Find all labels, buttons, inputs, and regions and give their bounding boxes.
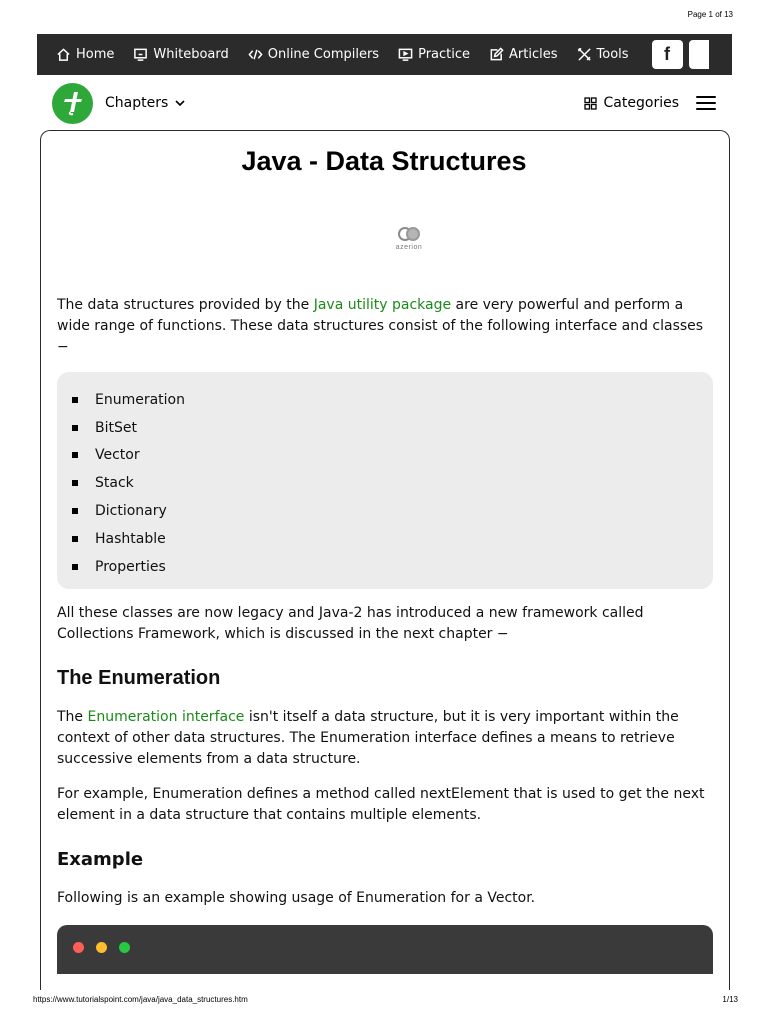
nav-tools-label: Tools [596, 47, 629, 62]
footer-url: https://www.tutorialspoint.com/java/java_data_structures.htm [33, 995, 248, 1004]
minimize-dot-icon [96, 942, 107, 953]
nav-tools[interactable] [577, 47, 629, 62]
code-icon [248, 47, 263, 62]
intro-text-cont: are very powerful and perform a wide range of functions. These data structures consist of the following interface and classes − [57, 297, 704, 355]
edit-icon [489, 47, 504, 62]
grid-icon [584, 97, 597, 110]
code-block [57, 925, 713, 974]
list-item [72, 414, 713, 442]
intro-text: The data structures provided by the [57, 297, 314, 313]
home-icon [56, 47, 71, 62]
monitor-icon [398, 47, 413, 62]
top-navigation-bar [37, 34, 732, 75]
list-item-label: BitSet [95, 419, 137, 436]
data-structures-list [57, 372, 713, 589]
bullet-icon [72, 425, 78, 431]
tutorialspoint-logo[interactable] [52, 83, 93, 124]
nav-online-compilers-label: Online Compilers [267, 47, 380, 62]
list-item-label: Vector [95, 447, 140, 464]
list-item-label: Enumeration [95, 391, 185, 408]
nav-whiteboard-label: Whiteboard [153, 47, 229, 62]
example-heading: Example [57, 849, 144, 870]
bullet-icon [72, 536, 78, 542]
facebook-icon[interactable]: f [652, 40, 683, 69]
footer-page-number: 1/13 [722, 995, 738, 1004]
list-item [72, 442, 713, 470]
bullet-icon [72, 452, 78, 458]
example-paragraph: Following is an example showing usage of Enumeration for a Vector. [57, 890, 536, 906]
chevron-down-icon [174, 97, 186, 109]
enum-text: The [57, 709, 88, 725]
enumeration-heading: The Enumeration [57, 667, 221, 689]
nav-practice-label: Practice [418, 47, 471, 62]
categories-label: Categories [603, 95, 679, 111]
java-utility-package-link[interactable]: Java utility package [313, 297, 452, 313]
site-header [52, 82, 716, 124]
legacy-paragraph: All these classes are now legacy and Java-2 has introduced a new framework called Collections Framework, which is discussed in the next chapter − [57, 605, 644, 642]
page-count-label: Page 1 of 13 [687, 10, 733, 19]
nav-practice[interactable] [398, 47, 470, 62]
social-share-icon[interactable] [689, 40, 709, 69]
enum-text-cont: isn't itself a data structure, but it is very important within the context of other data structures. The Enumeration interface defines a means to retrieve successive elements from a data structure. [57, 709, 679, 767]
chapters-dropdown[interactable] [105, 95, 186, 111]
nav-articles-label: Articles [509, 47, 558, 62]
list-item-label: Hashtable [95, 530, 166, 547]
chapters-label: Chapters [105, 95, 169, 111]
close-dot-icon [73, 942, 84, 953]
list-item [72, 386, 713, 414]
logo-icon [60, 90, 86, 116]
list-item [72, 469, 713, 497]
bullet-icon [72, 480, 78, 486]
list-item [72, 525, 713, 553]
tools-icon [577, 47, 592, 62]
intro-paragraph [57, 295, 717, 358]
nav-home-label: Home [76, 47, 115, 62]
maximize-dot-icon [119, 942, 130, 953]
list-item [72, 553, 713, 581]
list-item-label: Properties [95, 558, 166, 575]
bullet-icon [72, 397, 78, 403]
bullet-icon [72, 508, 78, 514]
menu-icon[interactable] [696, 96, 716, 110]
enumeration-paragraph [57, 707, 717, 770]
list-item-label: Dictionary [95, 503, 167, 520]
enumeration-example-paragraph: For example, Enumeration defines a method called nextElement that is used to get the next element in a data structure that contains multiple elements. [57, 786, 705, 823]
nav-home[interactable] [56, 47, 114, 62]
nav-whiteboard[interactable] [133, 47, 228, 62]
whiteboard-icon [133, 47, 148, 62]
list-item [72, 497, 713, 525]
nav-online-compilers[interactable] [248, 47, 379, 62]
enumeration-interface-link[interactable]: Enumeration interface [87, 709, 245, 725]
bullet-icon [72, 564, 78, 570]
page-title: Java - Data Structures [241, 146, 527, 176]
list-item-label: Stack [95, 475, 134, 492]
ad-logo-text: azerion [395, 244, 423, 251]
ad-logo[interactable] [388, 226, 430, 256]
azerion-logo-icon [396, 226, 422, 243]
categories-button[interactable] [584, 95, 679, 111]
nav-articles[interactable] [489, 47, 557, 62]
